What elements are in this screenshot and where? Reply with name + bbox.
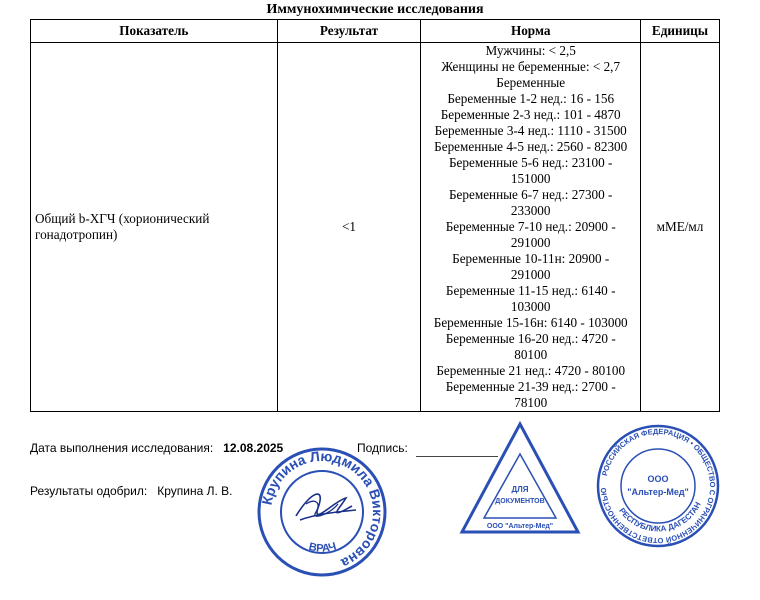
company-stamp-ring-text: РОССИЙСКАЯ ФЕДЕРАЦИЯ • ОБЩЕСТВО С ОГРАНИЧЕННОЙ ОТВЕТСТВЕННОСТЬЮ (598, 426, 718, 546)
norm-line: Беременные 2-3 нед.: 101 - 4870 (440, 107, 621, 122)
norm-line: Беременные 21 нед.: 4720 - 80100 (436, 363, 626, 378)
norm-line: Беременные 16-20 нед.: 4720 - (445, 331, 616, 346)
result-cell: <1 (277, 43, 421, 412)
header-result: Результат (277, 20, 421, 43)
results-table (30, 19, 720, 412)
norm-line: Женщины не беременные: < 2,7 (441, 59, 621, 74)
doctor-signature (296, 494, 356, 520)
norm-line: 233000 (510, 203, 551, 218)
company-stamp-center-1: ООО (647, 474, 669, 484)
norm-line: Беременные 10-11н: 20900 - (452, 251, 610, 266)
norm-line: Мужчины: < 2,5 (485, 43, 576, 58)
date-value: 12.08.2025 (223, 441, 284, 455)
date-row (30, 441, 283, 455)
company-stamp-center-2: "Альтер-Мед" (627, 487, 689, 497)
norm-line: Беременные 15-16н: 6140 - 103000 (433, 315, 628, 330)
parameter-cell: Общий b-ХГЧ (хорионический гонадотропин) (31, 43, 278, 412)
triangle-stamp-text-2: ДОКУМЕНТОВ (495, 498, 545, 505)
triangle-stamp (458, 420, 582, 538)
approved-row (30, 484, 232, 498)
norm-line: Беременные 6-7 нед.: 27300 - (448, 187, 613, 202)
units-cell: мМЕ/мл (641, 43, 720, 412)
company-stamp (596, 424, 720, 548)
triangle-stamp-text-1: ДЛЯ (511, 485, 529, 494)
header-norm: Норма (421, 20, 641, 43)
norm-line: Беременные 5-6 нед.: 23100 - (448, 155, 613, 170)
norm-line: 80100 (514, 347, 548, 362)
norm-line: Беременные (496, 75, 566, 90)
norm-line: 78100 (514, 395, 548, 410)
norm-line: Беременные 21-39 нед.: 2700 - (445, 379, 616, 394)
norm-line: 291000 (510, 267, 551, 282)
norm-line: Беременные 7-10 нед.: 20900 - (445, 219, 616, 234)
norm-line: 151000 (510, 171, 551, 186)
norm-cell (421, 43, 641, 412)
norm-line: Беременные 11-15 нед.: 6140 - (445, 283, 616, 298)
doctor-stamp-ring-text: Крупина Людмила Викторовна (258, 447, 387, 572)
header-parameter: Показатель (31, 20, 278, 43)
norm-line: Беременные 1-2 нед.: 16 - 156 (447, 91, 615, 106)
doctor-stamp (256, 446, 388, 578)
triangle-stamp-bottom-text: ООО "Альтер-Мед" (486, 523, 554, 530)
norm-line: Беременные 4-5 нед.: 2560 - 82300 (434, 139, 628, 154)
doctor-stamp-bottom-text: ВРАЧ (307, 540, 338, 555)
signature-label: Подпись: (357, 441, 408, 455)
header-units: Единицы (641, 20, 720, 43)
table-header-row (31, 20, 720, 43)
approved-label: Результаты одобрил: (30, 484, 148, 498)
norm-line: 103000 (510, 299, 551, 314)
page-title: Иммунохимические исследования (266, 2, 484, 17)
table-row (31, 43, 720, 412)
date-label: Дата выполнения исследования: (30, 441, 214, 455)
company-stamp-bottom-text: РЕСПУБЛИКА ДАГЕСТАН (617, 500, 703, 534)
approved-name: Крупина Л. В. (157, 484, 233, 498)
norm-line: 291000 (510, 235, 551, 250)
norm-line: Беременные 3-4 нед.: 1110 - 31500 (434, 123, 627, 138)
